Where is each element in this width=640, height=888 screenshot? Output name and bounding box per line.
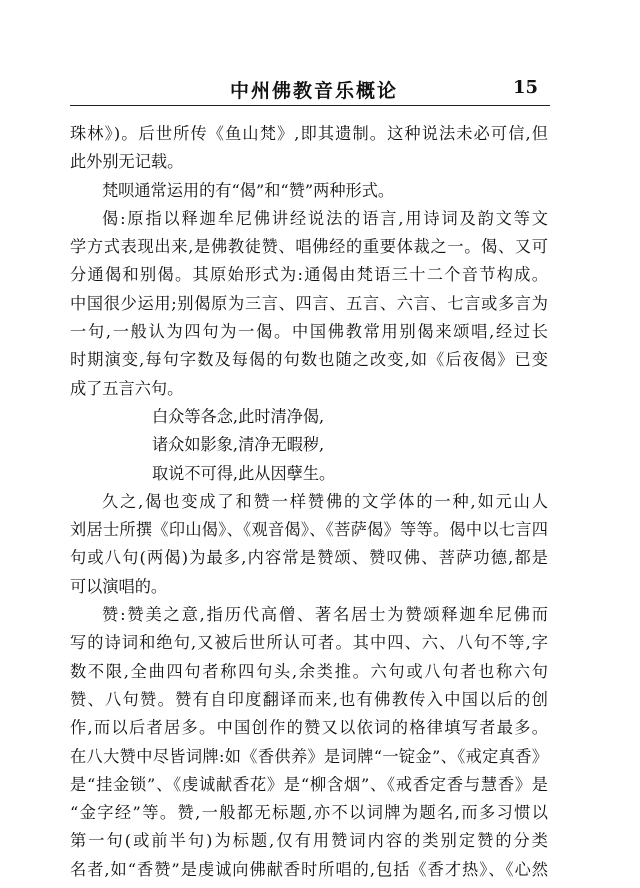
header-rule xyxy=(70,105,550,106)
text-line: 刘居士所撰《印山偈》、《观音偈》、《菩萨偈》等等。偈中以七言四 xyxy=(70,520,548,540)
body-text xyxy=(70,120,548,884)
text-line: 珠林》)。后世所传《鱼山梵》,即其遗制。这种说法未必可信,但 xyxy=(70,124,548,143)
text-line: 是“挂金锁”、《虔诚献香花》是“柳含烟”、《戒香定香与慧香》是 xyxy=(70,774,548,794)
text-line: 可以演唱的。 xyxy=(70,576,168,596)
verse-line: 诸众如影象,清净无暇秽, xyxy=(152,435,325,455)
text-line: 成了五言六句。 xyxy=(70,378,184,398)
running-title: 中州佛教音乐概论 xyxy=(230,80,399,102)
text-line: 在八大赞中尽皆词牌:如《香供养》是词牌“一锭金”、《戒定真香》 xyxy=(70,746,548,766)
paragraph-first-line: 梵呗通常运用的有“偈”和“赞”两种形式。 xyxy=(102,180,395,200)
paragraph-first-line: 久之,偈也变成了和赞一样赞佛的文学体的一种,如元山人 xyxy=(102,491,548,511)
verse-line: 取说不可得,此从因孽生。 xyxy=(152,463,336,483)
text-line: 作,而以后者居多。中国创作的赞又以依词的格律填写者最多。 xyxy=(70,718,548,738)
text-line: 数不限,全曲四句者称四句头,余类推。六句或八句者也称六句 xyxy=(70,661,548,681)
text-line: 分通偈和别偈。其原始形式为:通偈由梵语三十二个音节构成。 xyxy=(70,265,548,285)
paragraph-first-line: 赞:赞美之意,指历代高僧、著名居士为赞颂释迦牟尼佛而 xyxy=(102,605,548,625)
text-line: 写的诗词和绝句,又被后世所认可者。其中四、六、八句不等,字 xyxy=(70,633,548,653)
text-line: 第一句(或前半句)为标题,仅有用赞词内容的类别定赞的分类 xyxy=(70,831,548,851)
text-line: 此外别无记载。 xyxy=(70,152,184,172)
page-header xyxy=(70,74,550,104)
verse-line: 白众等各念,此时清净偈, xyxy=(152,406,325,426)
text-line: “金字经”等。赞,一般都无标题,亦不以词牌为题名,而多习惯以 xyxy=(70,803,548,823)
page-number: 15 xyxy=(512,77,538,98)
paragraph-first-line: 偈:原指以释迦牟尼佛讲经说法的语言,用诗词及韵文等文 xyxy=(102,208,548,228)
text-line: 句或八句(两偈)为最多,内容常是赞颂、赞叹佛、菩萨功德,都是 xyxy=(70,548,548,568)
text-line: 一句,一般认为四句为一偈。中国佛教常用别偈来颂唱,经过长 xyxy=(70,322,548,342)
text-line: 名者,如“香赞”是虔诚向佛献香时所唱的,包括《香才热》、《心然 xyxy=(70,859,548,879)
text-line: 时期演变,每句字数及每偈的句数也随之改变,如《后夜偈》已变 xyxy=(70,350,548,370)
text-line: 中国很少运用;别偈原为三言、四言、五言、六言、七言或多言为 xyxy=(70,293,548,313)
text-line: 赞、八句赞。赞有自印度翻译而来,也有佛教传入中国以后的创 xyxy=(70,689,548,709)
text-line: 学方式表现出来,是佛教徒赞、唱佛经的重要体裁之一。偈、又可 xyxy=(70,237,548,257)
